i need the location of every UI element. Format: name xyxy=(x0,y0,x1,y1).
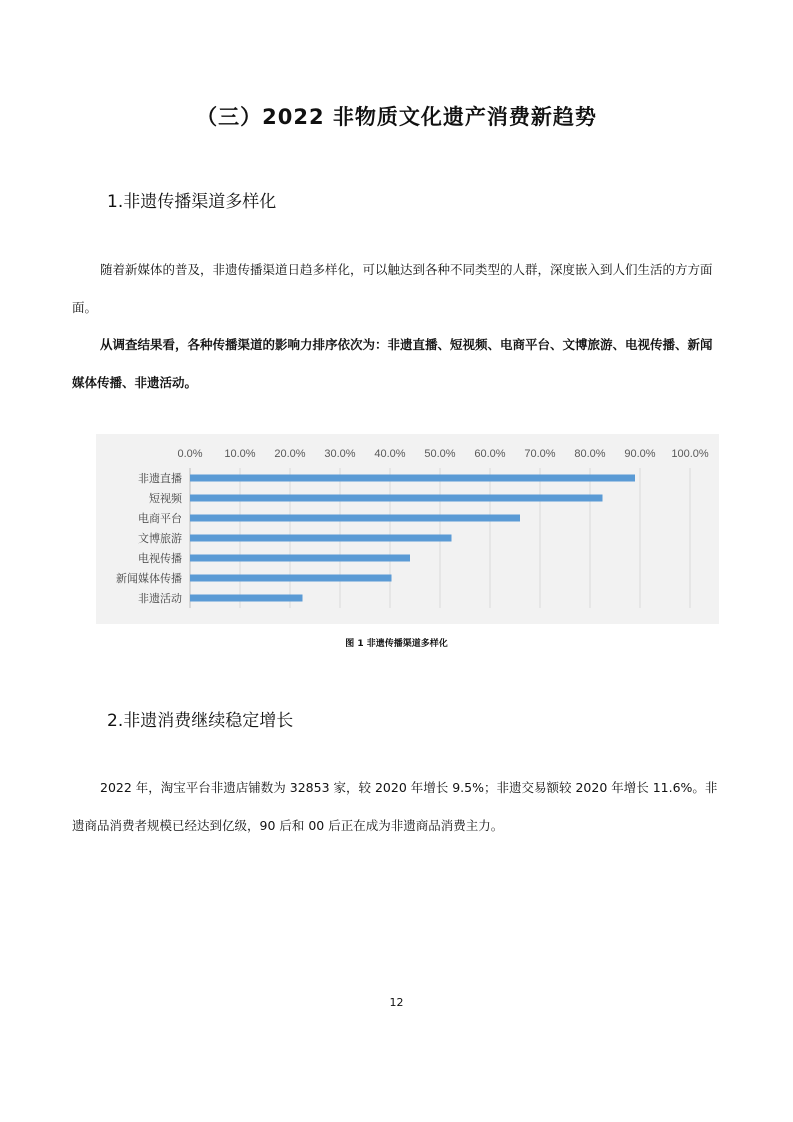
x-tick-label: 90.0% xyxy=(624,448,656,460)
bar-5 xyxy=(190,555,410,562)
category-label: 短视频 xyxy=(149,492,182,505)
x-tick-label: 100.0% xyxy=(671,448,709,460)
category-label: 文博旅游 xyxy=(138,532,182,545)
category-label: 电视传播 xyxy=(138,552,182,565)
x-tick-label: 50.0% xyxy=(424,448,456,460)
chart-caption: 图 1 非遗传播渠道多样化 xyxy=(345,639,448,649)
page-number: 12 xyxy=(389,996,404,1009)
category-label: 新闻媒体传播 xyxy=(116,572,182,585)
x-tick-label: 30.0% xyxy=(324,448,356,460)
bar-4 xyxy=(190,535,452,542)
category-label: 非遗活动 xyxy=(138,592,182,605)
subsection-1-bold-paragraph: 从调查结果看，各种传播渠道的影响力排序依次为：非遗直播、短视频、电商平台、文博旅游、电视传播、新闻媒体传播、非遗活动。 xyxy=(72,337,713,390)
bar-3 xyxy=(190,515,520,522)
section-title: （三）2022 非物质文化遗产消费新趋势 xyxy=(196,105,597,129)
category-label: 非遗直播 xyxy=(138,472,182,485)
category-label: 电商平台 xyxy=(138,512,182,525)
x-tick-label: 0.0% xyxy=(177,448,203,460)
x-tick-label: 20.0% xyxy=(274,448,306,460)
bar-6 xyxy=(190,575,392,582)
bar-2 xyxy=(190,495,603,502)
x-tick-label: 60.0% xyxy=(474,448,506,460)
x-tick-label: 40.0% xyxy=(374,448,406,460)
subsection-2-heading: 2.非遗消费继续稳定增长 xyxy=(107,711,294,731)
bar-7 xyxy=(190,595,303,602)
bar-1 xyxy=(190,475,635,482)
x-tick-label: 10.0% xyxy=(224,448,256,460)
x-tick-label: 80.0% xyxy=(574,448,606,460)
bar-chart-svg xyxy=(96,434,719,624)
x-tick-label: 70.0% xyxy=(524,448,556,460)
subsection-1-paragraph: 随着新媒体的普及，非遗传播渠道日趋多样化，可以触达到各种不同类型的人群，深度嵌入到人们生活的方方面面。 xyxy=(72,262,713,315)
subsection-2-paragraph: 2022 年，淘宝平台非遗店铺数为 32853 家，较 2020 年增长 9.5%；非遗交易额较 2020 年增长 11.6%。非遗商品消费者规模已经达到亿级，90 后和 00 后正在成为非遗商品消费主力。 xyxy=(72,780,718,833)
subsection-1-heading: 1.非遗传播渠道多样化 xyxy=(107,192,277,212)
channel-influence-chart xyxy=(96,434,719,624)
